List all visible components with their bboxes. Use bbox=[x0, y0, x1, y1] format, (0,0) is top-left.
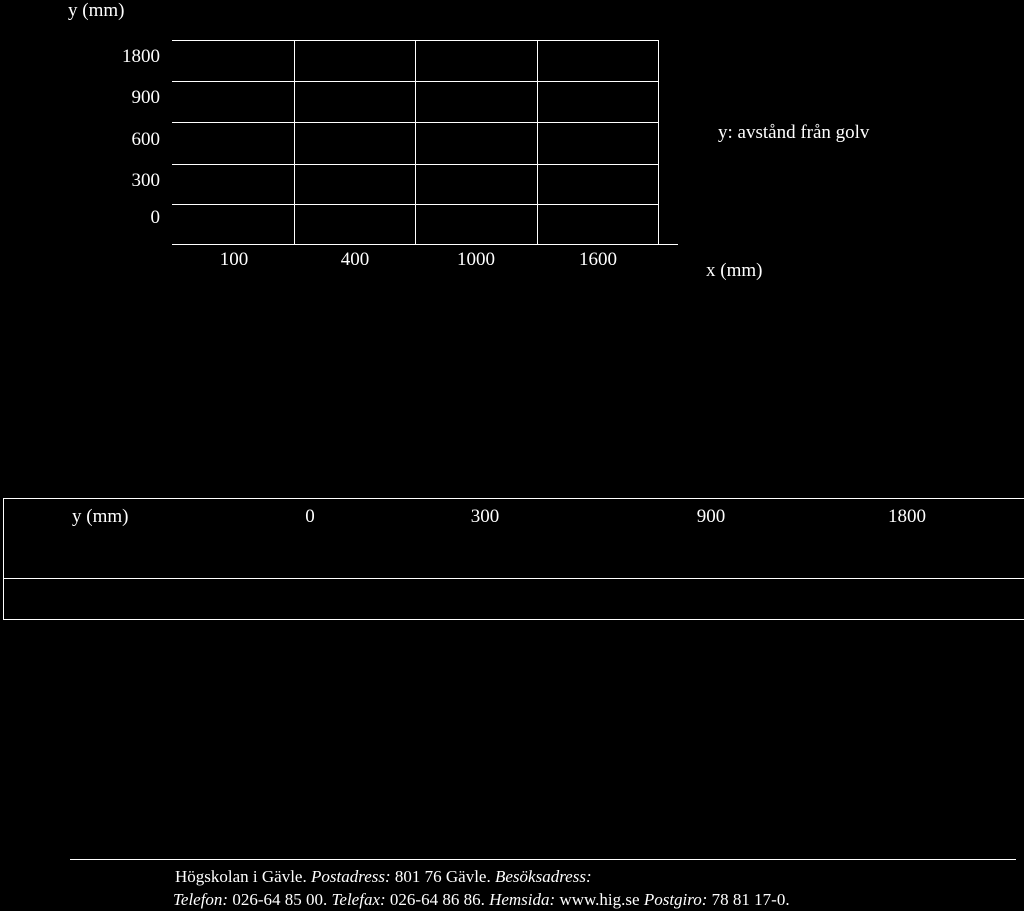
footer-telefax-label: Telefax: bbox=[331, 890, 386, 909]
table-header-cell: 300 bbox=[470, 506, 500, 527]
y-tick-label: 900 bbox=[131, 87, 160, 108]
table-header-cell: 0 bbox=[305, 506, 315, 527]
table-left-border bbox=[3, 498, 4, 620]
footer-hemsida-value[interactable]: www.hig.se bbox=[559, 890, 640, 909]
footer-postadress-label: Postadress: bbox=[310, 867, 391, 886]
x-tick-label: 100 bbox=[219, 249, 249, 270]
y-axis-label: y (mm) bbox=[68, 0, 125, 21]
footer-line-1 bbox=[175, 866, 592, 887]
y-tick-label: 300 bbox=[131, 170, 160, 191]
footer-postadress-value: 801 76 Gävle. bbox=[394, 867, 491, 886]
footer-hemsida-label: Hemsida: bbox=[489, 890, 556, 909]
grid-baseline bbox=[172, 244, 678, 245]
table-row-divider bbox=[3, 578, 1024, 579]
x-tick-label: 1000 bbox=[457, 249, 495, 270]
x-tick-label: 400 bbox=[340, 249, 370, 270]
grid-note: y: avstånd från golv bbox=[718, 122, 870, 143]
grid-line-x-1600 bbox=[658, 40, 659, 245]
x-axis-label: x (mm) bbox=[706, 260, 763, 281]
footer-telefax-value: 026-64 86 86. bbox=[389, 890, 485, 909]
y-tick-label: 0 bbox=[150, 207, 160, 228]
footer-telefon-value: 026-64 85 00. bbox=[232, 890, 328, 909]
table-header-cell: 900 bbox=[696, 506, 726, 527]
grid-line-x-1000 bbox=[537, 40, 538, 245]
footer-postgiro-value: 78 81 17-0. bbox=[711, 890, 790, 909]
x-tick-label: 1600 bbox=[579, 249, 617, 270]
footer-telefon-label: Telefon: bbox=[173, 890, 229, 909]
table-header-label: y (mm) bbox=[72, 506, 129, 527]
footer-line-2 bbox=[173, 889, 790, 910]
footer-besoksadress-label: Besöksadress: bbox=[494, 867, 592, 886]
table-header-cell: 1800 bbox=[888, 506, 926, 527]
footer-rule bbox=[70, 859, 1016, 860]
grid-line-x-400 bbox=[415, 40, 416, 245]
table-top-border bbox=[3, 498, 1024, 499]
table-bottom-border bbox=[3, 619, 1024, 620]
footer-postgiro-label: Postgiro: bbox=[643, 890, 708, 909]
footer-org: Högskolan i Gävle. bbox=[175, 867, 307, 886]
y-tick-label: 1800 bbox=[122, 46, 160, 67]
y-tick-label: 600 bbox=[131, 129, 160, 150]
grid-line-x-100 bbox=[294, 40, 295, 245]
